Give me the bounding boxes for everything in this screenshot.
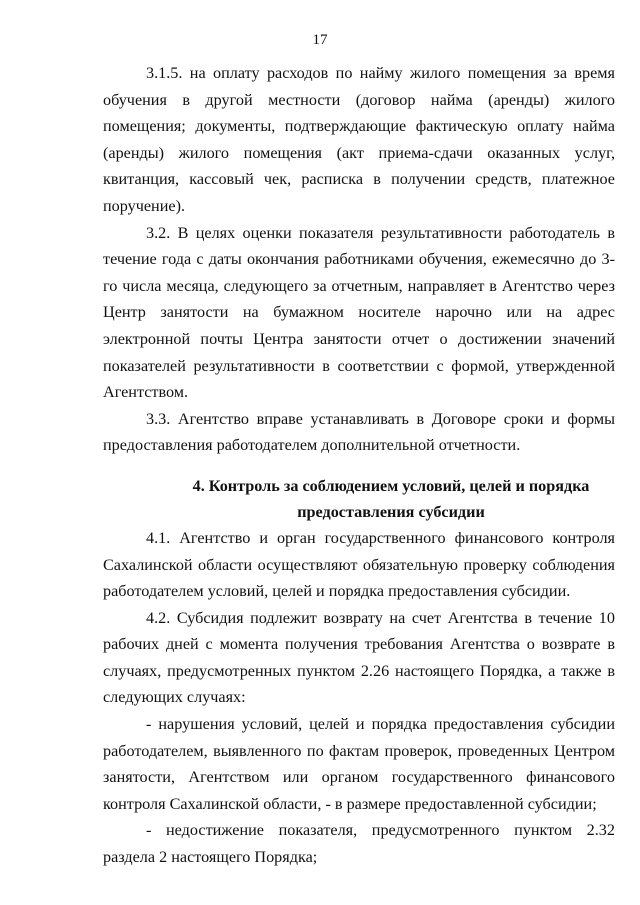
paragraph-4-1: 4.1. Агентство и орган государственного финансового контроля Сахалинской области осуществляют обязательную проверку соблюдения работодателем условий, целей и порядка предоставления субсидии. (103, 528, 615, 601)
page-number: 17 (312, 32, 328, 48)
paragraph-3-2: 3.2. В целях оценки показателя результативности работодатель в течение года с даты окончания работниками обучения, ежемесячно до 3-го числа месяца, следующего за отчетным, направляет в Агентство через Центр занятости на бумажном носителе нарочно или на адрес электронной почты Центра занятости отчет о достижении значений показателей результативности в соответствии с формой, утвержденной Агентством. (103, 223, 615, 402)
section-heading-line-2: предоставления субсидии (297, 502, 485, 521)
section-heading (103, 473, 615, 525)
document-body (103, 60, 615, 871)
paragraph-3-1-5: 3.1.5. на оплату расходов по найму жилого помещения за время обучения в другой местности (договор найма (аренды) жилого помещения; документы, подтверждающие фактическую оплату найма (аренды) жилого помещения (акт приема-сдачи оказанных услуг, квитанция, кассовый чек, расписка в получении средств, платежное поручение). (103, 64, 615, 215)
list-item-indicator: - недостижение показателя, предусмотренного пунктом 2.32 раздела 2 настоящего Порядка; (103, 821, 615, 867)
list-item-violation: - нарушения условий, целей и порядка предоставления субсидии работодателем, выявленного по фактам проверок, проведенных Центром занятости, Агентством или органом государственного финансового контроля Сахалинской области, - в размере предоставленной субсидии; (103, 715, 615, 813)
paragraph-4-2: 4.2. Субсидия подлежит возврату на счет Агентства в течение 10 рабочих дней с момента получения требования Агентства о возврате в случаях, предусмотренных пунктом 2.26 настоящего Порядка, а также в следующих случаях: (103, 608, 615, 707)
paragraph-3-3: 3.3. Агентство вправе устанавливать в Договоре сроки и формы предоставления работодателем дополнительной отчетности. (103, 409, 615, 455)
section-heading-line-1: 4. Контроль за соблюдением условий, целей и порядка (192, 476, 590, 495)
